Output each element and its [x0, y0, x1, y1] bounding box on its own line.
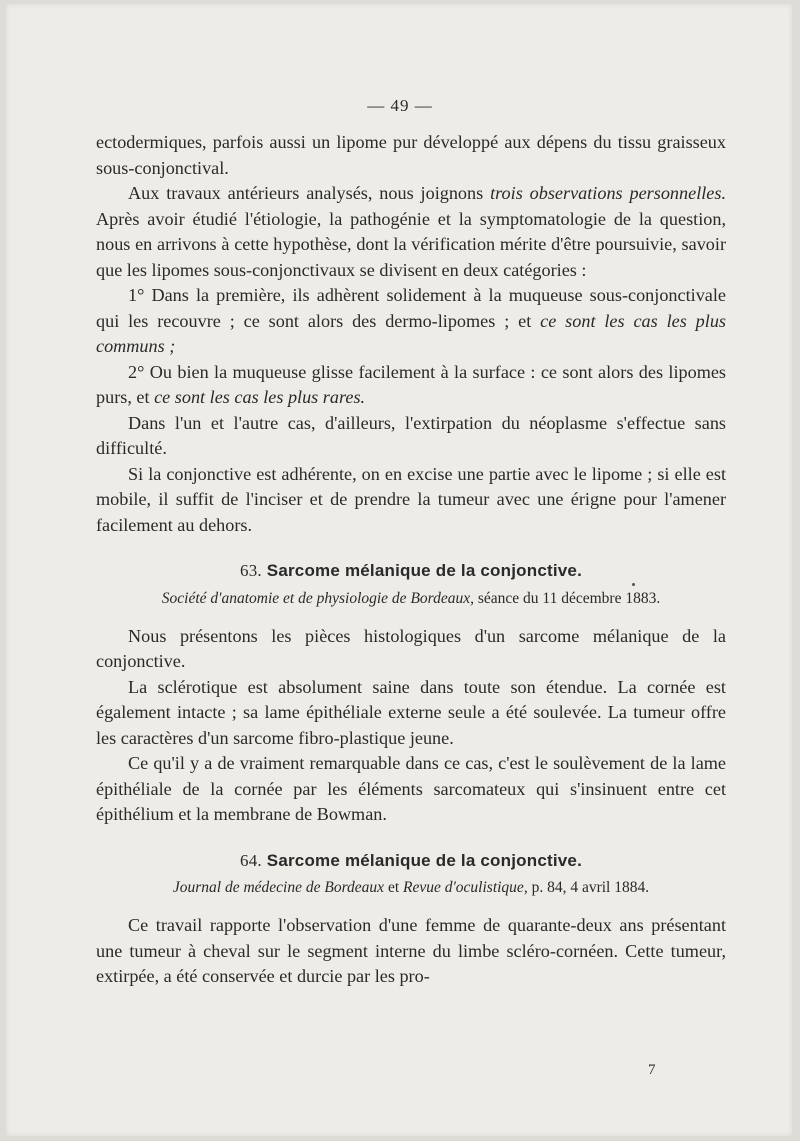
section-source-63 [96, 588, 726, 610]
text-run: Après avoir étudié l'étiologie, la pathogénie et la symptomatologie de la question, nous en arrivons à cette hypothèse, dont la vérification mérite d'être poursuivie, savoir que les lipomes sous-conjonctivaux se divisent en deux catégories : [96, 208, 726, 280]
source-connector: et [384, 879, 403, 896]
italic-run: trois observations personnelles. [490, 183, 726, 203]
source-journal: Revue d'oculistique, [403, 879, 528, 896]
source-date: séance du 11 décembre 1883. [474, 589, 661, 607]
body-text [96, 130, 726, 990]
print-mark [632, 583, 635, 586]
paragraph: Nous présentons les pièces histologiques d'un sarcome mélanique de la conjonctive. [96, 625, 726, 671]
paragraph: Ce travail rapporte l'observation d'une femme de quarante-deux ans présentant une tumeur à cheval sur le segment interne du limbe scléro-cornéen. Cette tumeur, extirpée, a été conservée et durcie par les pro- [96, 915, 726, 986]
text-run: 2° Ou bien la muqueuse glisse facilement à la surface : ce sont alors des lipomes purs, et [96, 361, 726, 407]
italic-run: ce sont les cas les plus rares. [154, 387, 366, 407]
source-date: p. 84, 4 avril 1884. [527, 879, 650, 896]
paragraph [96, 181, 726, 283]
paragraph: Dans l'un et l'autre cas, d'ailleurs, l'extirpation du néoplasme s'effectue sans difficulté. [96, 412, 726, 458]
paragraph: ectodermiques, parfois aussi un lipome pur développé aux dépens du tissu graisseux sous-conjonctival. [96, 132, 726, 178]
section-number: 63. [240, 561, 262, 580]
source-journal: Journal de médecine de Bordeaux [172, 879, 385, 896]
paragraph [96, 283, 726, 360]
section-title: Sarcome mélanique de la conjonctive. [266, 561, 582, 580]
section-source-64 [96, 877, 726, 899]
section-heading-64 [96, 848, 726, 874]
paragraph: Ce qu'il y a de vraiment remarquable dans ce cas, c'est le soulèvement de la lame épithéliale de la cornée par les éléments sarcomateux qui s'insinuent entre cet épithélium et la membrane de Bowman. [96, 753, 726, 824]
paragraph: Si la conjonctive est adhérente, on en excise une partie avec le lipome ; si elle est mobile, il suffit de l'inciser et de prendre la tumeur avec une érigne pour l'amener facilement au dehors. [96, 463, 726, 535]
section-number: 64. [240, 850, 262, 870]
page-number: — 49 — [367, 96, 433, 115]
italic-run: ce sont les cas les plus communs ; [96, 310, 726, 356]
text-run: Aux travaux antérieurs analysés, nous joignons [128, 183, 491, 203]
section-title: Sarcome mélanique de la conjonctive. [266, 850, 582, 870]
text-run: 1° Dans la première, ils adhèrent solidement à la muqueuse sous-conjonctivale qui les recouvre ; ce sont alors des dermo-lipomes ; et [96, 285, 726, 331]
signature-mark: 7 [648, 1062, 656, 1078]
source-journal: Société d'anatomie et de physiologie de Bordeaux, [161, 589, 474, 607]
section-heading-63 [96, 558, 726, 584]
paragraph: La sclérotique est absolument saine dans toute son étendue. La cornée est également intacte ; sa lame épithéliale externe seule a été soulevée. La tumeur offre les caractères d'un sarcome fibro-plastique jeune. [96, 676, 726, 748]
paragraph [96, 360, 726, 411]
